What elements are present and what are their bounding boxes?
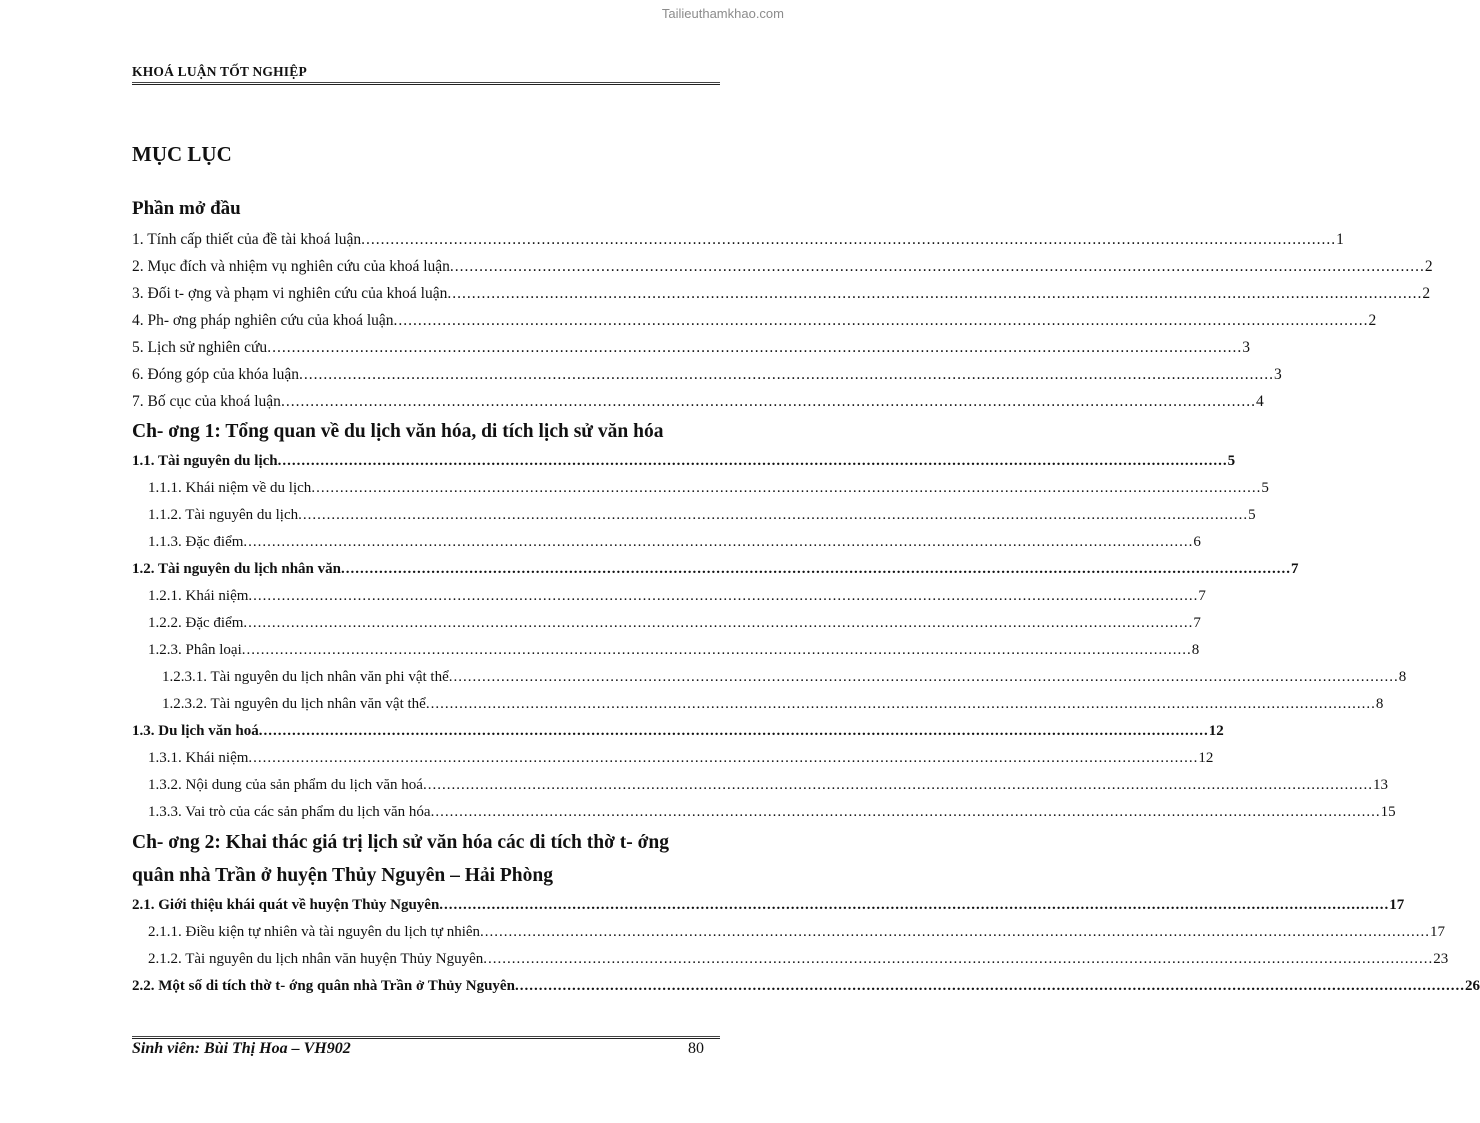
intro-list: [132, 226, 1433, 415]
toc-entry-page: 2: [1424, 258, 1433, 275]
chapter-1-heading: [132, 415, 716, 448]
toc-entry-page: 17: [1430, 924, 1446, 940]
toc-entry-page: 3: [1242, 339, 1250, 356]
toc-entry-page: 12: [1208, 723, 1224, 739]
toc-entry-title: 1.2. Tài nguyên du lịch nhân văn: [132, 561, 341, 577]
toc-entry-page: 5: [1227, 453, 1236, 469]
toc-leader-dots: ........................................................................................................................................................................................................: [448, 669, 1399, 685]
table-of-contents: [132, 192, 1480, 1000]
toc-entry-title: 1.2.2. Đặc điểm: [148, 615, 244, 631]
toc-entry-page: 5: [1248, 507, 1256, 523]
toc-entry-title: 1.2.3.1. Tài nguyên du lịch nhân văn phi vật thể: [162, 669, 449, 685]
toc-title: MỤC LỤC: [132, 142, 232, 166]
toc-entry-title: 5. Lịch sử nghiên cứu: [132, 339, 268, 356]
toc-leader-dots: ........................................................................................................................................................................................................: [277, 453, 1228, 469]
toc-leader-dots: ........................................................................................................................................................................................................: [430, 804, 1381, 820]
toc-entry-page: 26: [1464, 978, 1480, 994]
toc-leader-dots: ........................................................................................................................................................................................................: [361, 231, 1337, 248]
toc-leader-dots: ........................................................................................................................................................................................................: [243, 615, 1194, 631]
toc-entry: [132, 502, 1256, 529]
toc-entry-page: 7: [1290, 561, 1299, 577]
toc-leader-dots: ........................................................................................................................................................................................................: [258, 723, 1209, 739]
part-heading: Phần mở đầu: [132, 198, 241, 219]
toc-entry-page: 4: [1255, 393, 1264, 410]
toc-entry: [132, 637, 1200, 664]
footer-divider: [132, 1036, 720, 1039]
toc-leader-dots: ........................................................................................................................................................................................................: [439, 897, 1390, 913]
toc-entry-title: 1.1. Tài nguyên du lịch: [132, 453, 278, 469]
toc-leader-dots: ........................................................................................................................................................................................................: [483, 951, 1434, 967]
toc-entry-page: 7: [1198, 588, 1206, 604]
toc-entry: [132, 691, 1384, 718]
toc-leader-dots: ........................................................................................................................................................................................................: [340, 561, 1291, 577]
toc-leader-dots: ........................................................................................................................................................................................................: [447, 285, 1423, 302]
watermark: Tailieuthamkhao.com: [661, 6, 784, 21]
toc-entry: [132, 253, 1433, 280]
toc-entry-page: 17: [1389, 897, 1405, 913]
toc-leader-dots: ........................................................................................................................................................................................................: [248, 750, 1199, 766]
chapter-1-title: Ch- ơng 1: Tổng quan về du lịch văn hóa, di tích lịch sử văn hóa: [132, 421, 664, 442]
footer-student: Sinh viên: Bùi Thị Hoa – VH902: [132, 1040, 351, 1057]
toc-leader-dots: ........................................................................................................................................................................................................: [425, 696, 1376, 712]
toc-entry-title: 1.3.3. Vai trò của các sản phẩm du lịch văn hóa: [148, 804, 431, 820]
toc-entry: [132, 664, 1407, 691]
toc-entry: [132, 610, 1201, 637]
toc-entry-page: 3: [1274, 366, 1282, 383]
toc-entry: [132, 583, 1206, 610]
toc-entry-page: 2: [1422, 285, 1431, 302]
toc-leader-dots: ........................................................................................................................................................................................................: [311, 480, 1262, 496]
toc-entry-title: 7. Bố cục của khoá luận: [132, 393, 281, 410]
toc-entry: [132, 361, 1282, 388]
toc-entry-page: 2: [1368, 312, 1377, 329]
toc-entry: [132, 529, 1201, 556]
toc-entry: [132, 388, 1264, 415]
toc-entry-title: 2.2. Một số di tích thờ t- ớng quân nhà Trần ở Thủy Nguyên: [132, 978, 515, 994]
toc-entry-title: 1.1.3. Đặc điểm: [148, 534, 244, 550]
toc-entry-page: 13: [1372, 777, 1388, 793]
chapter-2-list: [132, 892, 1480, 1000]
toc-leader-dots: ........................................................................................................................................................................................................: [241, 642, 1192, 658]
toc-entry-title: 1.3.1. Khái niệm: [148, 750, 249, 766]
toc-leader-dots: ........................................................................................................................................................................................................: [248, 588, 1199, 604]
toc-leader-dots: ........................................................................................................................................................................................................: [299, 366, 1275, 383]
toc-entry: [132, 280, 1431, 307]
toc-entry-title: 1. Tính cấp thiết của đề tài khoá luận: [132, 231, 362, 248]
toc-entry-title: 1.1.1. Khái niệm về du lịch: [148, 480, 312, 496]
toc-entry: [132, 334, 1250, 361]
toc-entry-page: 6: [1193, 534, 1201, 550]
toc-entry-title: 4. Ph- ơng pháp nghiên cứu của khoá luận: [132, 312, 394, 329]
toc-entry-title: 1.2.3.2. Tài nguyên du lịch nhân văn vật thể: [162, 696, 426, 712]
toc-entry-title: 1.3.2. Nội dung của sản phẩm du lịch văn hoá: [148, 777, 423, 793]
toc-leader-dots: ........................................................................................................................................................................................................: [267, 339, 1243, 356]
toc-entry: [132, 718, 1224, 745]
toc-leader-dots: ........................................................................................................................................................................................................: [280, 393, 1256, 410]
toc-entry-page: 1: [1336, 231, 1344, 248]
toc-leader-dots: ........................................................................................................................................................................................................: [298, 507, 1249, 523]
toc-entry-title: 2.1. Giới thiệu khái quát về huyện Thủy Nguyên: [132, 897, 440, 913]
toc-entry-title: 2.1.2. Tài nguyên du lịch nhân văn huyện Thủy Nguyên: [148, 951, 484, 967]
toc-entry-page: 5: [1261, 480, 1269, 496]
header-title: KHOÁ LUẬN TỐT NGHIỆP: [132, 64, 307, 79]
toc-leader-dots: ........................................................................................................................................................................................................: [422, 777, 1373, 793]
toc-leader-dots: ........................................................................................................................................................................................................: [449, 258, 1425, 275]
toc-leader-dots: ........................................................................................................................................................................................................: [514, 978, 1465, 994]
toc-entry-title: 1.2.3. Phân loại: [148, 642, 242, 658]
header-divider: [132, 82, 720, 85]
footer-page-number: 80: [688, 1040, 704, 1057]
toc-entry-page: 8: [1375, 696, 1384, 712]
toc-entry-page: 8: [1191, 642, 1200, 658]
toc-entry: [132, 556, 1299, 583]
toc-entry: [132, 745, 1214, 772]
chapter-2-title-line-1: Ch- ơng 2: Khai thác giá trị lịch sử văn hóa các di tích thờ t- ớng: [132, 832, 670, 853]
toc-entry-page: 23: [1433, 951, 1449, 967]
chapter-1-list: [132, 448, 1407, 826]
chapter-2-heading: [132, 826, 716, 892]
toc-entry-title: 1.3. Du lịch văn hoá: [132, 723, 259, 739]
chapter-2-title-line-2: quân nhà Trần ở huyện Thủy Nguyên – Hải Phòng: [132, 865, 554, 886]
toc-entry-title: 2. Mục đích và nhiệm vụ nghiên cứu của khoá luận: [132, 258, 450, 275]
toc-entry: [132, 919, 1446, 946]
toc-leader-dots: ........................................................................................................................................................................................................: [393, 312, 1369, 329]
toc-entry: [132, 448, 1236, 475]
toc-leader-dots: ........................................................................................................................................................................................................: [243, 534, 1194, 550]
toc-entry-title: 1.1.2. Tài nguyên du lịch: [148, 507, 299, 523]
toc-entry-title: 2.1.1. Điều kiện tự nhiên và tài nguyên du lịch tự nhiên: [148, 924, 481, 940]
toc-entry: [132, 946, 1449, 973]
toc-entry-page: 15: [1380, 804, 1396, 820]
toc-entry-page: 7: [1193, 615, 1201, 631]
toc-entry-title: 1.2.1. Khái niệm: [148, 588, 249, 604]
toc-entry: [132, 973, 1480, 1000]
toc-entry-title: 6. Đóng góp của khóa luận: [132, 366, 300, 383]
toc-entry-page: 8: [1398, 669, 1407, 685]
toc-entry: [132, 475, 1269, 502]
toc-entry: [132, 307, 1377, 334]
toc-entry: [132, 799, 1396, 826]
toc-entry-title: 3. Đối t- ợng và phạm vi nghiên cứu của khoá luận: [132, 285, 448, 302]
toc-entry-page: 12: [1198, 750, 1214, 766]
toc-entry: [132, 772, 1388, 799]
toc-entry: [132, 892, 1405, 919]
toc-entry: [132, 226, 1344, 253]
toc-leader-dots: ........................................................................................................................................................................................................: [480, 924, 1431, 940]
